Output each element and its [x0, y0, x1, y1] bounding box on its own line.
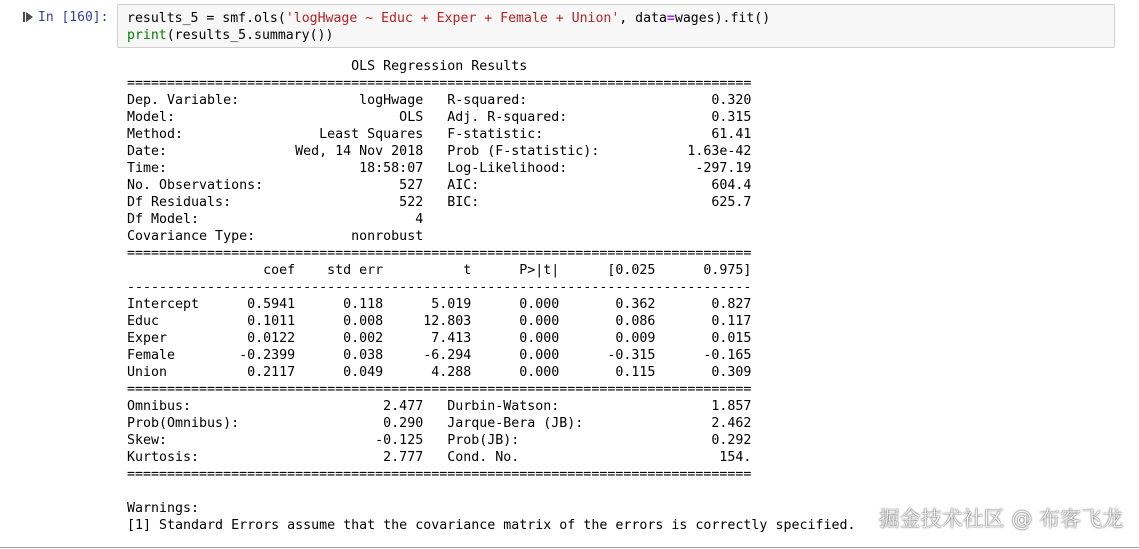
output-line: [1] Standard Errors assume that the covariance matrix of the errors is correctly specified. [127, 518, 856, 533]
output-line: Df Residuals: 522 BIC: 625.7 [127, 195, 752, 210]
run-cell-icon[interactable] [26, 12, 33, 22]
output-line: No. Observations: 527 AIC: 604.4 [127, 178, 752, 193]
watermark: 掘金技术社区 @ 布客飞龙 [878, 507, 1123, 531]
output-line: Intercept 0.5941 0.118 5.019 0.000 0.362 0.827 [127, 297, 752, 312]
output-line: Method: Least Squares F-statistic: 61.41 [127, 127, 752, 142]
output-line: ============================================================================== [127, 382, 752, 397]
output-line: ============================================================================== [127, 246, 752, 261]
code-assign: = smf.ols( [198, 11, 286, 26]
output-line: Prob(Omnibus): 0.290 Jarque-Bera (JB): 2.462 [127, 416, 752, 431]
code-line-2 [127, 27, 333, 44]
code-variable: results_5 [127, 11, 199, 26]
code-formula-string: 'logHwage ~ Educ + Exper + Female + Union' [285, 11, 620, 26]
output-line: Model: OLS Adj. R-squared: 0.315 [127, 110, 752, 125]
output-line: Df Model: 4 [127, 212, 752, 227]
output-line: Exper 0.0122 0.002 7.413 0.000 0.009 0.015 [127, 331, 752, 346]
output-line: Warnings: [127, 501, 200, 516]
output-line: Omnibus: 2.477 Durbin-Watson: 1.857 [127, 399, 752, 414]
output-line: ============================================================================== [127, 467, 752, 482]
output-line: ============================================================================== [127, 76, 752, 91]
output-line: Date: Wed, 14 Nov 2018 Prob (F-statistic): 1.63e-42 [127, 144, 752, 159]
output-line: Union 0.2117 0.049 4.288 0.000 0.115 0.309 [127, 365, 752, 380]
code-input-area[interactable] [117, 4, 1115, 48]
code-args: , data [619, 11, 667, 26]
input-prompt: In [160]: [38, 10, 109, 25]
code-print-builtin: print [127, 28, 167, 43]
code-fit-call: wages).fit() [674, 11, 771, 26]
output-line: Educ 0.1011 0.008 12.803 0.000 0.086 0.117 [127, 314, 752, 329]
cell-output [127, 58, 856, 534]
output-line: Time: 18:58:07 Log-Likelihood: -297.19 [127, 161, 752, 176]
code-summary-call: (results_5.summary()) [166, 28, 334, 43]
code-equals: = [666, 11, 675, 26]
output-line: Dep. Variable: logHwage R-squared: 0.320 [127, 93, 752, 108]
output-line: ------------------------------------------------------------------------------ [127, 280, 752, 295]
output-line: Skew: -0.125 Prob(JB): 0.292 [127, 433, 752, 448]
output-line [127, 483, 856, 500]
output-line: coef std err t P>|t| [0.025 0.975] [127, 263, 752, 278]
output-line: OLS Regression Results [127, 59, 752, 74]
output-line: Kurtosis: 2.777 Cond. No. 154. [127, 450, 752, 465]
output-line: Covariance Type: nonrobust [127, 229, 752, 244]
cell-divider [0, 547, 1139, 548]
output-line: Female -0.2399 0.038 -6.294 0.000 -0.315 -0.165 [127, 348, 752, 363]
code-line-1 [127, 10, 770, 27]
